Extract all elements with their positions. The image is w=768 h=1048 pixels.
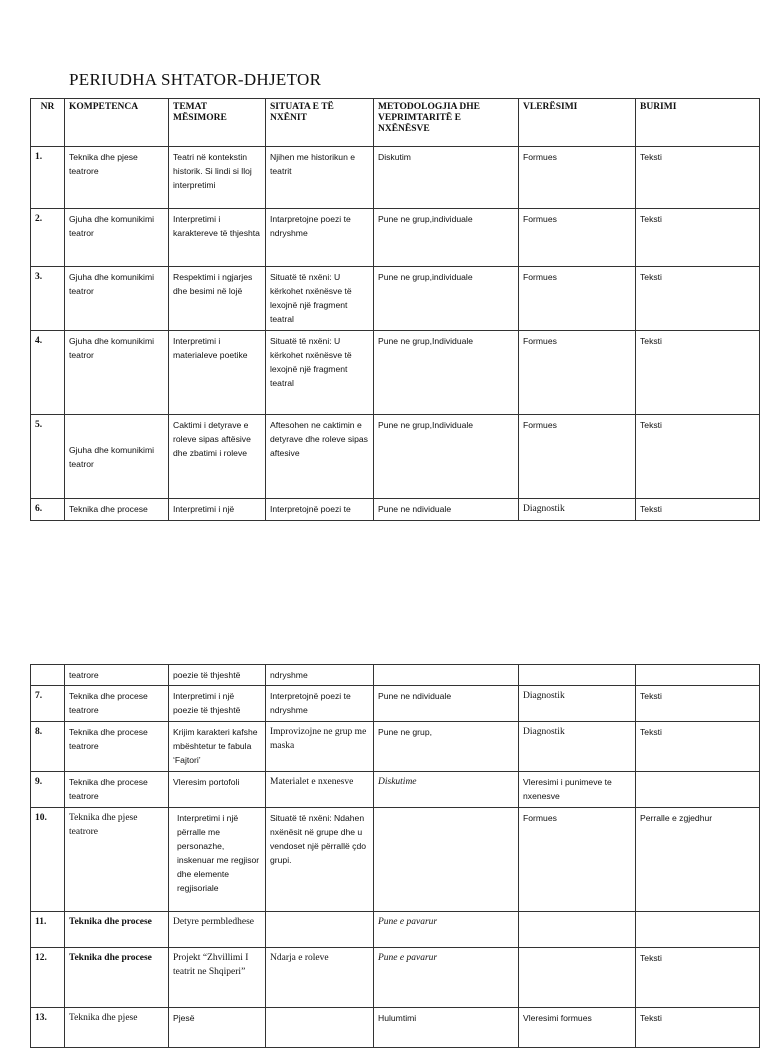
- table-header-row: [31, 99, 760, 147]
- row-number: 8.: [31, 722, 65, 772]
- row-number: 12.: [31, 948, 65, 1008]
- cell-situata: Interpretojnë poezi te: [266, 499, 374, 521]
- table-row: [31, 499, 760, 521]
- cell-temat: Interpretimi i një poezie të thjeshtë: [169, 686, 266, 722]
- table-row: [31, 147, 760, 209]
- cell-kompetenca: Teknika dhe procese: [65, 948, 169, 1008]
- cell-burimi: Teksti: [636, 499, 760, 521]
- cell-temat: Detyre permbledhese: [169, 912, 266, 948]
- cell-metodologjia: Pune ne grup,Individuale: [374, 331, 519, 415]
- cell-situata: ndryshme: [266, 665, 374, 686]
- header-kompetenca: KOMPETENCA: [65, 99, 169, 147]
- cell-situata: Njihen me historikun e teatrit: [266, 147, 374, 209]
- cell-metodologjia: Pune ne grup,individuale: [374, 267, 519, 331]
- cell-temat: Caktimi i detyrave e roleve sipas aftësive dhe zbatimi i roleve: [169, 415, 266, 499]
- cell-vleresimi: [519, 948, 636, 1008]
- cell-burimi: Teksti: [636, 415, 760, 499]
- table-row: [31, 1008, 760, 1048]
- row-number: [31, 665, 65, 686]
- cell-metodologjia: Pune ne grup,Individuale: [374, 415, 519, 499]
- cell-kompetenca: teatrore: [65, 665, 169, 686]
- cell-temat: Krijim karakteri kafshe mbështetur te fabula ‘Fajtori’: [169, 722, 266, 772]
- cell-burimi: Teksti: [636, 267, 760, 331]
- cell-burimi: Teksti: [636, 331, 760, 415]
- cell-vleresimi: Formues: [519, 331, 636, 415]
- cell-situata: Situatë të nxëni: U kërkohet nxënësve të lexojnë një fragment teatral: [266, 267, 374, 331]
- row-number: 10.: [31, 808, 65, 912]
- table-row: [31, 912, 760, 948]
- header-temat: TEMAT MËSIMORE: [169, 99, 266, 147]
- cell-metodologjia: Pune ne grup,: [374, 722, 519, 772]
- cell-vleresimi: Formues: [519, 808, 636, 912]
- page-title: PERIUDHA SHTATOR-DHJETOR: [69, 70, 322, 89]
- row-number: 6.: [31, 499, 65, 521]
- header-nr: NR: [31, 99, 65, 147]
- cell-temat: Projekt “Zhvillimi I teatrit ne Shqiperi”: [169, 948, 266, 1008]
- cell-kompetenca: Gjuha dhe komunikimi teatror: [65, 415, 169, 499]
- row-number: 13.: [31, 1008, 65, 1048]
- cell-temat: Interpretimi i materialeve poetike: [169, 331, 266, 415]
- cell-temat: Interpretimi i karaktereve të thjeshta: [169, 209, 266, 267]
- cell-temat: Pjesë: [169, 1008, 266, 1048]
- header-burimi: BURIMI: [636, 99, 760, 147]
- cell-metodologjia: Pune ne grup,individuale: [374, 209, 519, 267]
- cell-metodologjia: Pune ne ndividuale: [374, 686, 519, 722]
- cell-vleresimi: Diagnostik: [519, 686, 636, 722]
- cell-vleresimi: Formues: [519, 267, 636, 331]
- cell-kompetenca: Teknika dhe procese teatrore: [65, 686, 169, 722]
- cell-burimi: [636, 912, 760, 948]
- cell-metodologjia: Diskutim: [374, 147, 519, 209]
- cell-burimi: Teksti: [636, 209, 760, 267]
- curriculum-table-page-2: [30, 664, 760, 1048]
- cell-kompetenca: Gjuha dhe komunikimi teatror: [65, 267, 169, 331]
- table-row: [31, 808, 760, 912]
- header-situata: SITUATA E TË NXËNIT: [266, 99, 374, 147]
- cell-temat: Teatri në kontekstin historik. Si lindi si lloj interpretimi: [169, 147, 266, 209]
- header-metodologjia: METODOLOGJIA DHE VEPRIMTARITË E NXËNËSVE: [374, 99, 519, 147]
- row-number: 9.: [31, 772, 65, 808]
- cell-kompetenca: Teknika dhe pjese: [65, 1008, 169, 1048]
- table-row: [31, 722, 760, 772]
- cell-vleresimi: Diagnostik: [519, 722, 636, 772]
- row-number: 1.: [31, 147, 65, 209]
- cell-metodologjia: [374, 665, 519, 686]
- cell-kompetenca: Teknika dhe pjese teatrore: [65, 808, 169, 912]
- cell-situata: Materialet e nxenesve: [266, 772, 374, 808]
- table-row: [31, 772, 760, 808]
- cell-metodologjia: Hulumtimi: [374, 1008, 519, 1048]
- cell-temat: Interpretimi i një përralle me personazhe, inskenuar me regjisor dhe elemente regjisoriale: [169, 808, 266, 912]
- cell-kompetenca: Teknika dhe procese teatrore: [65, 722, 169, 772]
- cell-vleresimi: Formues: [519, 147, 636, 209]
- cell-vleresimi: Diagnostik: [519, 499, 636, 521]
- table-row: [31, 686, 760, 722]
- cell-metodologjia: Pune e pavarur: [374, 948, 519, 1008]
- curriculum-table-page-1: [30, 98, 760, 521]
- cell-temat: Respektimi i ngjarjes dhe besimi në lojë: [169, 267, 266, 331]
- cell-situata: Situatë të nxëni: U kërkohet nxënësve të lexojnë një fragment teatral: [266, 331, 374, 415]
- table-row: [31, 948, 760, 1008]
- table-row: [31, 415, 760, 499]
- cell-vleresimi: Formues: [519, 209, 636, 267]
- cell-burimi: [636, 665, 760, 686]
- cell-burimi: Teksti: [636, 948, 760, 1008]
- cell-situata: [266, 912, 374, 948]
- cell-situata: Ndarja e roleve: [266, 948, 374, 1008]
- cell-metodologjia: Pune ne ndividuale: [374, 499, 519, 521]
- cell-vleresimi: [519, 912, 636, 948]
- cell-situata: Aftesohen ne caktimin e detyrave dhe roleve sipas aftesive: [266, 415, 374, 499]
- table-row: [31, 331, 760, 415]
- cell-temat: poezie të thjeshtë: [169, 665, 266, 686]
- cell-metodologjia: Pune e pavarur: [374, 912, 519, 948]
- row-number: 4.: [31, 331, 65, 415]
- header-vleresimi: VLERËSIMI: [519, 99, 636, 147]
- row-number: 3.: [31, 267, 65, 331]
- row-number: 2.: [31, 209, 65, 267]
- cell-vleresimi: Vleresimi formues: [519, 1008, 636, 1048]
- cell-burimi: Teksti: [636, 1008, 760, 1048]
- cell-kompetenca: Gjuha dhe komunikimi teatror: [65, 331, 169, 415]
- row-number: 11.: [31, 912, 65, 948]
- cell-temat: Interpretimi i një: [169, 499, 266, 521]
- cell-temat: Vleresim portofoli: [169, 772, 266, 808]
- cell-metodologjia: Diskutime: [374, 772, 519, 808]
- cell-burimi: Teksti: [636, 722, 760, 772]
- cell-vleresimi: Vleresimi i punimeve te nxenesve: [519, 772, 636, 808]
- cell-situata: Situatë të nxëni: Ndahen nxënësit në grupe dhe u vendoset një përrallë çdo grupi.: [266, 808, 374, 912]
- cell-kompetenca: Teknika dhe procese: [65, 912, 169, 948]
- row-number: 5.: [31, 415, 65, 499]
- cell-kompetenca: Teknika dhe procese teatrore: [65, 772, 169, 808]
- row-number: 7.: [31, 686, 65, 722]
- cell-situata: Intarpretojne poezi te ndryshme: [266, 209, 374, 267]
- cell-burimi: Teksti: [636, 147, 760, 209]
- cell-burimi: [636, 772, 760, 808]
- table-row: [31, 665, 760, 686]
- cell-kompetenca: Teknika dhe procese: [65, 499, 169, 521]
- cell-burimi: Teksti: [636, 686, 760, 722]
- cell-vleresimi: Formues: [519, 415, 636, 499]
- cell-situata: [266, 1008, 374, 1048]
- cell-burimi: Perralle e zgjedhur: [636, 808, 760, 912]
- table-row: [31, 267, 760, 331]
- cell-situata: Interpretojnë poezi te ndryshme: [266, 686, 374, 722]
- cell-vleresimi: [519, 665, 636, 686]
- table-row: [31, 209, 760, 267]
- cell-kompetenca: Teknika dhe pjese teatrore: [65, 147, 169, 209]
- cell-metodologjia: [374, 808, 519, 912]
- cell-kompetenca: Gjuha dhe komunikimi teatror: [65, 209, 169, 267]
- cell-situata: Improvizojne ne grup me maska: [266, 722, 374, 772]
